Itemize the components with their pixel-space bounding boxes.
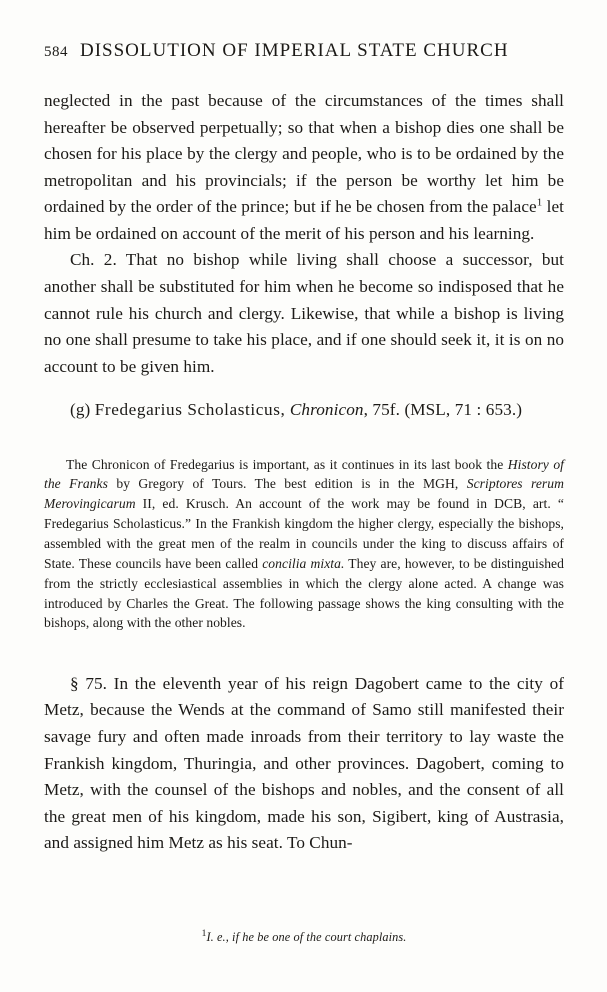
note-italic-title-2: Scriptores rerum Merovingicarum — [44, 476, 564, 512]
footnote-mark: 1 — [201, 928, 207, 939]
footnote-reference: 1 — [536, 196, 543, 209]
source-label: (g) — [70, 400, 91, 420]
paragraph-canon-2: Ch. 2. That no bishop while living shall choose a successor, but another shall be substituted for him when he become so indisposed that he cannot rule his church and clergy. Likewise, that while a bishop is living no one shall presume to take his place, and if one should seek it, it is on no account to be given him. — [44, 250, 564, 376]
note-text-c: II, ed. Krusch. An account of the work may be found in DCB, art. “ Fredegarius Scholasticus.” In the Frankish kingdom the higher clergy, especially the bishops, assembled with the great men of the realm in councils under the king to discuss affairs of State. These councils have been called — [44, 496, 564, 571]
spacer — [44, 647, 564, 671]
paragraph-canon-1-text-a: neglected in the past because of the circumstances of the times shall hereafter be observed perpetually; so that when a bishop dies one shall be chosen for his place by the clergy and people, who is to be ordained by the metropolitan and his provincials; if the person be worthy let him be ordained by the order of the prince; but if he be chosen from the palace — [44, 91, 564, 217]
footnote — [44, 930, 564, 945]
note-italic-term: concilia mixta. — [262, 555, 345, 571]
note-text-d: They are, however, to be distinguished from the strictly ecclesiastical assemblies in which the clergy alone acted. A change was introduced by Charles the Great. The following passage shows the king consulting with the bishops, along with the other nobles. — [44, 555, 564, 631]
paragraph-canon-1-text-b: let him be ordained on account of the merit of his person and his learning. — [44, 197, 564, 243]
page-content — [44, 40, 564, 857]
editorial-note — [44, 455, 564, 634]
source-heading — [44, 397, 564, 424]
note-text-b: by Gregory of Tours. The best edition is in the MGH, — [107, 476, 467, 492]
page-number: 584 — [44, 44, 68, 60]
note-text-a: The Chronicon of Fredegarius is important, as it continues in its last book the — [66, 456, 508, 472]
running-head — [44, 40, 564, 62]
footnote-text: I. e., if he be one of the court chaplains. — [206, 930, 407, 944]
section-mark: § 75. — [70, 673, 107, 693]
source-section: , 75f. — [363, 400, 401, 420]
spacer — [44, 424, 564, 441]
source-citation: (MSL, 71 : 653.) — [404, 400, 523, 420]
source-author: Fredegarius Scholasticus, — [94, 400, 286, 420]
note-italic-title-1: History of the Franks — [44, 456, 564, 492]
paragraph-canon-1 — [44, 88, 564, 247]
source-work-title: Chronicon — [289, 400, 364, 420]
running-title: DISSOLUTION OF IMPERIAL STATE CHURCH — [80, 40, 509, 61]
paragraph-section-75 — [44, 671, 564, 857]
section-75-text: In the eleventh year of his reign Dagobert came to the city of Metz, because the Wends at the command of Samo still manifested their savage fury and often made inroads from their territory to lay waste the Frankish kingdom, Thuringia, and other provinces. Dagobert, coming to Metz, with the counsel of the bishops and nobles, and the consent of all the great men of his kingdom, made his son, Sigibert, king of Austrasia, and assigned him Metz as his seat. To Chun- — [44, 673, 565, 853]
spacer — [44, 380, 564, 397]
